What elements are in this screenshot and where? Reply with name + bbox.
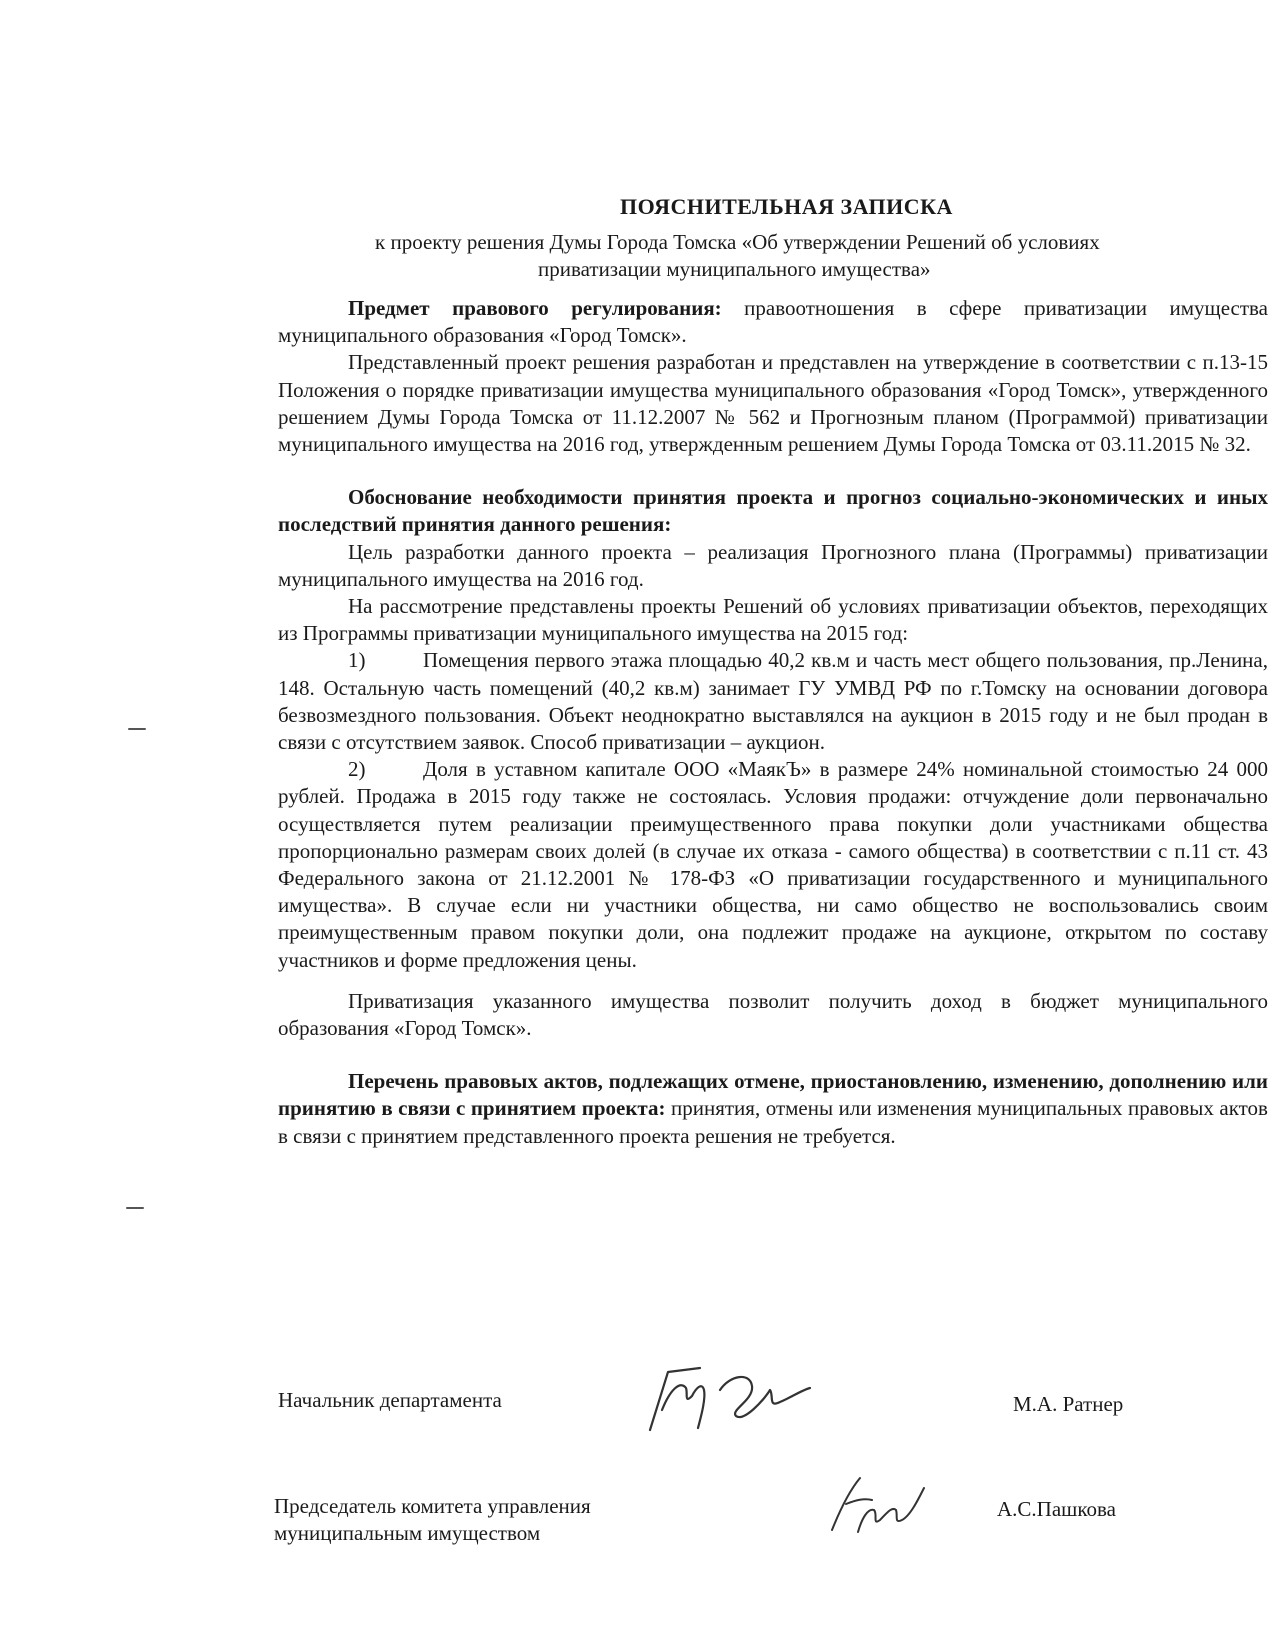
section3-heading: Перечень правовых актов, подлежащих отмене, приостановлению, изменению, дополнению или принятию в связи с принятием проекта:	[278, 1069, 1268, 1121]
list-item-2-text: Доля в уставном капитале ООО «МаякЪ» в размере 24% номинальной стоимостью 24 000 рублей. Продажа в 2015 году также не состоялась. Условия продажи: отчуждение доли первоначально осуществляется путем реализации преимущественного права покупки доли участниками общества пропорционально размерам своих долей (в случае их отказа - самого общества) в соответствии с п.11 ст. 43 Федерального закона от 21.12.2001 № 178-ФЗ «О приватизации государственного и муниципального имущества». В случае если ни участники общества, ни само общество не воспользовались своим преимущественным правом покупки доли, она подлежит продаже на аукционе, открытом по составу участников и форме предложения цены.	[278, 757, 1268, 972]
signature-ratner	[640, 1360, 820, 1440]
section3-paragraph	[278, 1068, 1268, 1150]
document-subtitle-line2: приватизации муниципального имущества»	[538, 257, 931, 281]
document-body	[278, 295, 1268, 1150]
section2-paragraph2: На рассмотрение представлены проекты Решений об условиях приватизации объектов, переходящих из Программы приватизации муниципального имущества на 2015 год:	[278, 594, 1268, 646]
section2-paragraph3: Приватизация указанного имущества позволит получить доход в бюджет муниципального образования «Город Томск».	[278, 988, 1268, 1041]
signatory2-position-line2: муниципальным имуществом	[274, 1521, 541, 1545]
list-item-1-text: Помещения первого этажа площадью 40,2 кв.м и часть мест общего пользования, пр.Ленина, 148. Остальную часть помещений (40,2 кв.м) занимает ГУ УМВД РФ по г.Томску на основании договора безвозмездного пользования. Объект неоднократно выставлялся на аукцион в 2015 году и не был продан в связи с отсутствием заявок. Способ приватизации – аукцион.	[278, 648, 1268, 755]
section2-heading: Обоснование необходимости принятия проекта и прогноз социально-экономических и иных последствий принятия данного решения:	[278, 485, 1268, 537]
signatory1-name: М.А. Ратнер	[1013, 1392, 1124, 1416]
signatory2-position	[274, 1493, 591, 1547]
list-item-1	[278, 647, 1268, 756]
signatory1-position: Начальник департамента	[278, 1388, 502, 1412]
section2-paragraph1: Цель разработки данного проекта – реализация Прогнозного плана (Программы) приватизации муниципального имущества на 2016 год.	[278, 539, 1268, 591]
section1-paragraph	[278, 295, 1268, 349]
section1-heading: Предмет правового регулирования:	[348, 296, 722, 320]
section2-heading-paragraph	[278, 484, 1268, 538]
document-title: ПОЯСНИТЕЛЬНАЯ ЗАПИСКА	[620, 194, 953, 219]
document-subtitle-line1: к проекту решения Думы Города Томска «Об утверждении Решений об условиях	[375, 230, 1100, 254]
signatory2-name: А.С.Пашкова	[997, 1497, 1116, 1521]
list-item-1-number: 1)	[348, 648, 366, 673]
signatory2-position-line1: Председатель комитета управления	[274, 1494, 591, 1518]
section1-paragraph2: Представленный проект решения разработан и представлен на утверждение в соответствии с п.13-15 Положения о порядке приватизации имущества муниципального образования «Город Томск», утвержденного решением Думы Города Томска от 11.12.2007 № 562 и Прогнозным планом (Программой) приватизации муниципального имущества на 2016 год, утвержденным решением Думы Города Томска от 03.11.2015 № 32.	[278, 350, 1268, 457]
margin-mark	[126, 1207, 144, 1209]
section1-heading-rest: правоотношения в сфере приватизации имущества муниципального образования «Город Томск».	[278, 296, 1268, 348]
list-item-2-number: 2)	[348, 757, 366, 782]
list-item-2	[278, 756, 1268, 974]
section3-heading-rest: принятия, отмены или изменения муниципальных правовых актов в связи с принятием представленного проекта решения не требуется.	[278, 1096, 1268, 1148]
margin-mark	[128, 728, 146, 730]
signature-pashkova	[820, 1470, 940, 1540]
